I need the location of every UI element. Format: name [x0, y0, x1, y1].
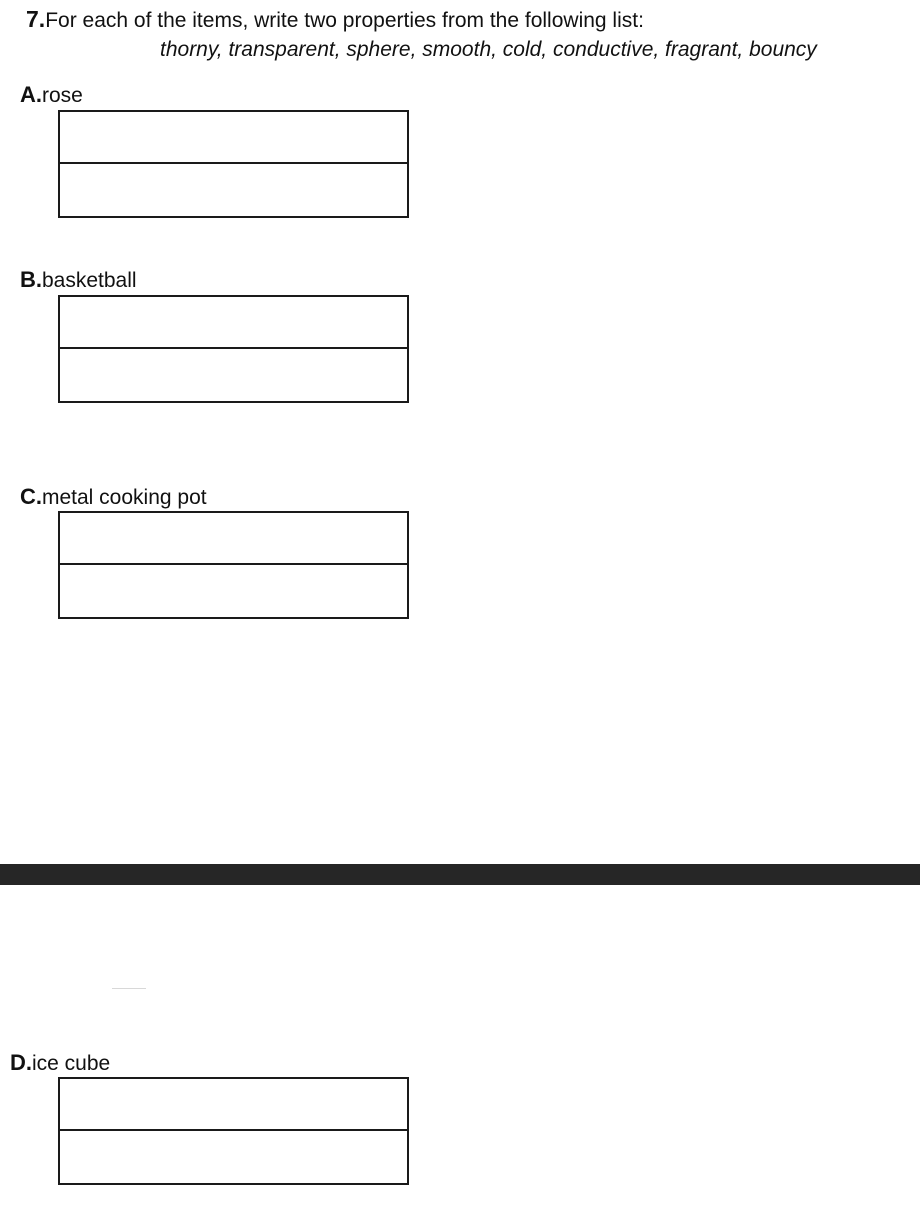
page-divider-bar [0, 864, 920, 885]
item-label-c [20, 484, 207, 511]
item-name: basketball [42, 269, 137, 292]
item-letter: D. [10, 1050, 32, 1075]
faint-line-mark [112, 988, 146, 989]
item-label-b [20, 267, 137, 294]
question-text: For each of the items, write two properties from the following list: [45, 9, 644, 32]
question-number: 7. [26, 6, 46, 32]
answer-field-c-1[interactable] [60, 513, 407, 565]
item-label-a [20, 82, 83, 109]
answer-field-b-1[interactable] [60, 297, 407, 349]
item-letter: B. [20, 267, 42, 292]
answer-box-d [58, 1077, 409, 1185]
item-name: rose [42, 84, 83, 107]
answer-field-d-1[interactable] [60, 1079, 407, 1131]
answer-box-a [58, 110, 409, 218]
answer-field-c-2[interactable] [60, 565, 407, 617]
item-letter: A. [20, 82, 42, 107]
answer-field-a-2[interactable] [60, 164, 407, 216]
item-name: ice cube [32, 1052, 111, 1075]
item-label-d [10, 1050, 110, 1077]
question-prompt [26, 6, 644, 34]
answer-field-a-1[interactable] [60, 112, 407, 164]
answer-field-b-2[interactable] [60, 349, 407, 401]
item-name: metal cooking pot [42, 486, 207, 509]
property-options-list: thorny, transparent, sphere, smooth, cold, conductive, fragrant, bouncy [160, 38, 817, 61]
answer-field-d-2[interactable] [60, 1131, 407, 1183]
answer-box-c [58, 511, 409, 619]
answer-box-b [58, 295, 409, 403]
item-letter: C. [20, 484, 42, 509]
